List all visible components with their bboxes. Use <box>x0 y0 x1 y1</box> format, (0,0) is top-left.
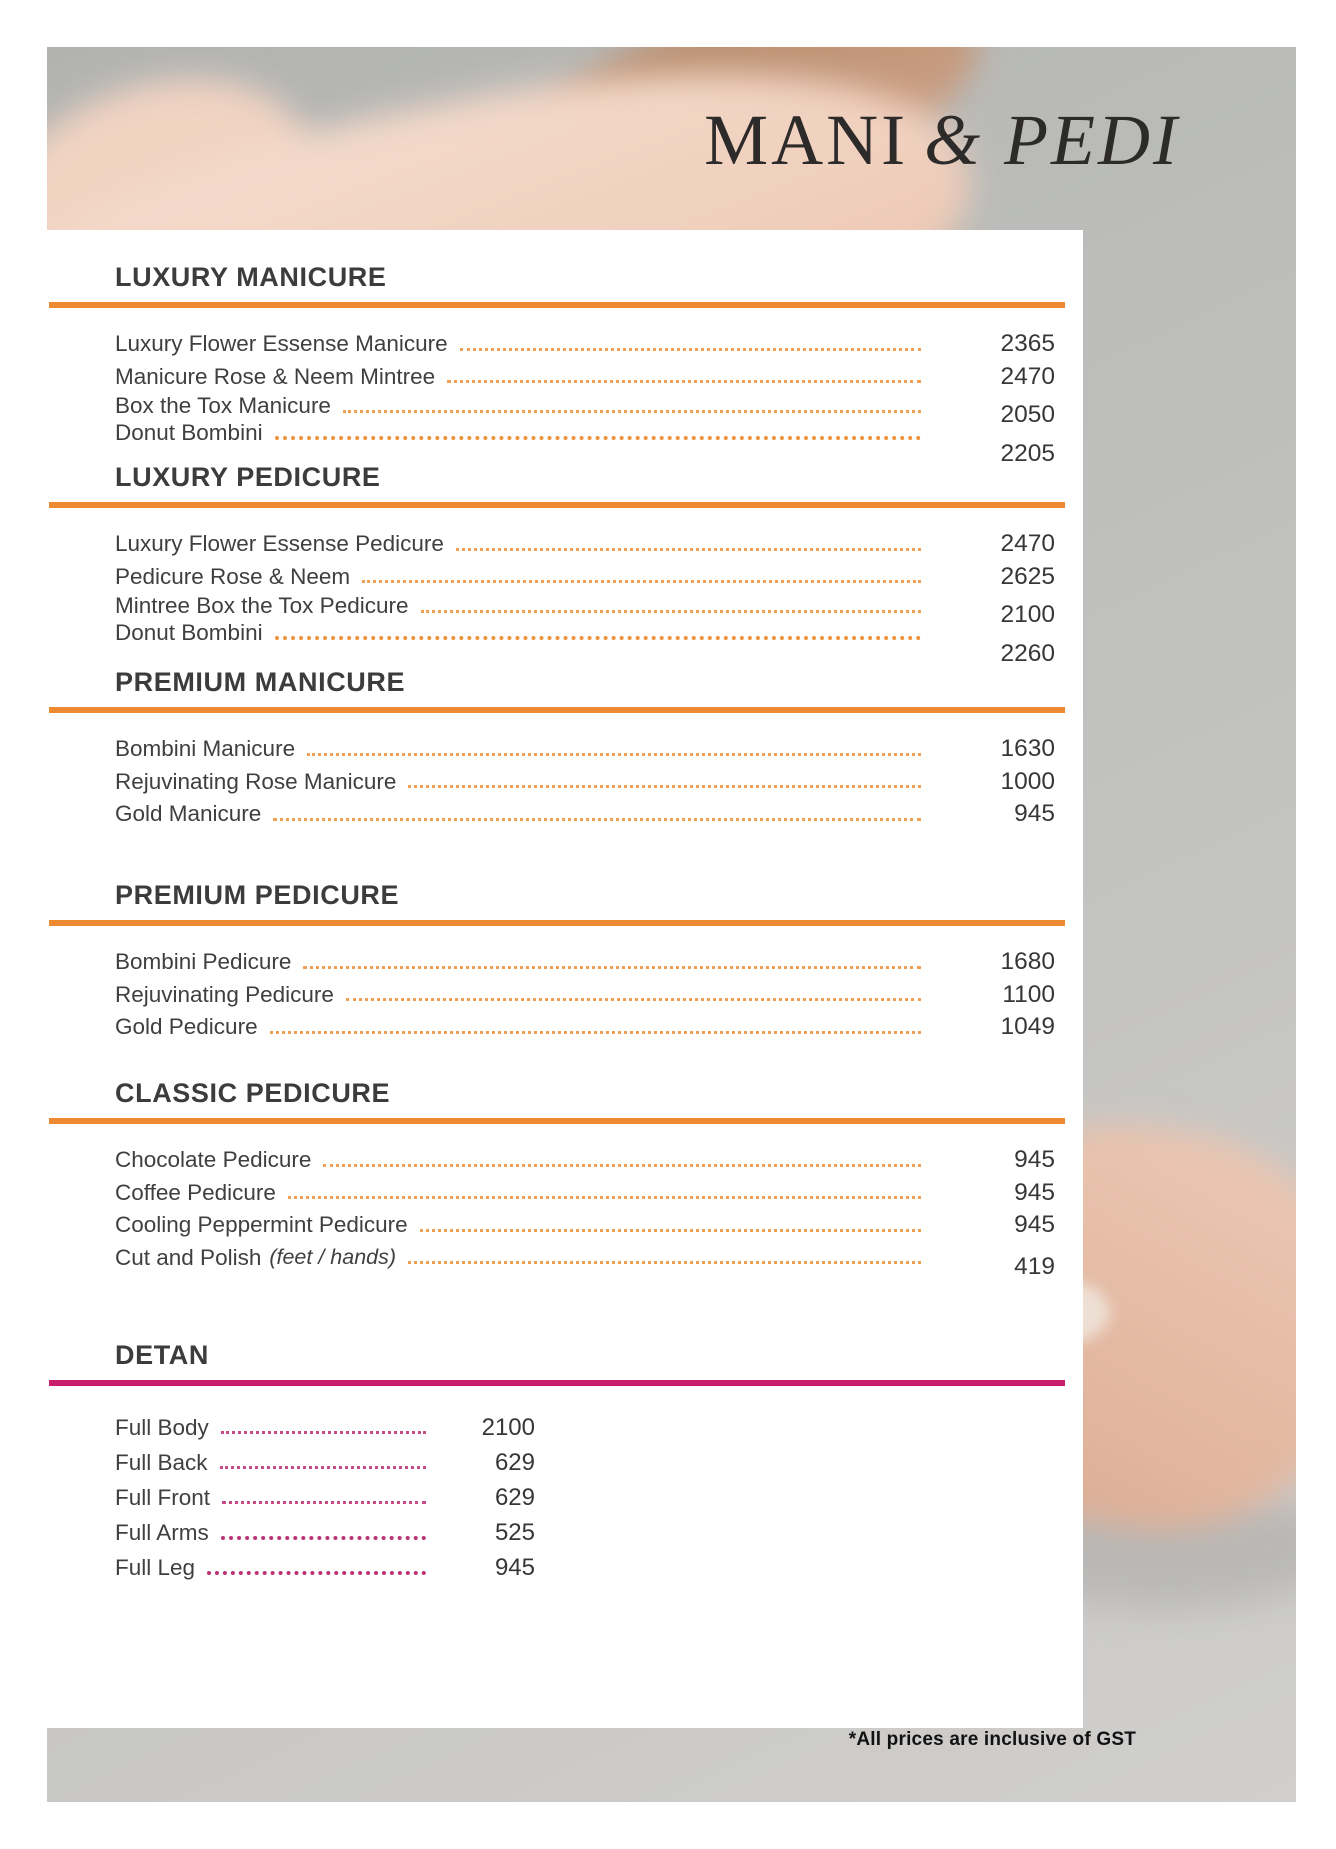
item-price: 945 <box>1014 800 1055 828</box>
dotted-leader <box>275 436 921 440</box>
item-name: Luxury Flower Essense Manicure <box>115 331 448 357</box>
item-price: 2625 <box>1000 562 1055 590</box>
item-name: Bombini Manicure <box>115 736 296 762</box>
item-price: 945 <box>1014 1178 1055 1206</box>
item-price: 629 <box>494 1483 535 1511</box>
section-luxury-manicure <box>47 262 1083 467</box>
dotted-leader <box>362 580 921 583</box>
item-name: Full Leg <box>115 1554 196 1580</box>
menu-item-row <box>115 361 1055 394</box>
dotted-leader <box>303 966 921 969</box>
page-title <box>704 100 1180 180</box>
dotted-leader <box>273 818 921 821</box>
item-name: Full Arms <box>115 1519 209 1545</box>
menu-item-row <box>115 561 1055 594</box>
section-rows <box>47 508 1083 667</box>
section-heading: LUXURY PEDICURE <box>115 462 381 492</box>
item-name: Manicure Rose & Neem Mintree <box>115 363 436 389</box>
item-price: 2365 <box>1000 330 1055 358</box>
item-name: Rejuvinating Pedicure <box>115 981 334 1007</box>
item-name: Cooling Peppermint Pedicure <box>115 1212 408 1238</box>
item-name: Rejuvinating Rose Manicure <box>115 768 397 794</box>
item-price: 2050 <box>1000 401 1055 429</box>
dotted-leader <box>343 410 921 413</box>
item-name: Gold Pedicure <box>115 1014 258 1040</box>
section-luxury-pedicure <box>47 462 1083 667</box>
menu-item-row <box>115 528 1055 561</box>
item-note: (feet / hands) <box>269 1245 397 1270</box>
item-price: 1100 <box>1002 980 1055 1008</box>
item-price: 2100 <box>481 1413 535 1441</box>
item-name: Full Back <box>115 1449 208 1475</box>
menu-item-row <box>115 328 1055 361</box>
item-price: 2260 <box>1000 639 1055 667</box>
item-name: Donut Bombini <box>115 419 263 445</box>
menu-item-row <box>115 798 1055 831</box>
dotted-leader <box>346 998 921 1001</box>
dotted-leader <box>207 1571 426 1575</box>
section-heading: DETAN <box>115 1340 209 1370</box>
dotted-leader <box>456 548 921 551</box>
item-price: 2470 <box>1000 362 1055 390</box>
dotted-leader <box>288 1196 921 1199</box>
section-detan <box>47 1340 1083 1585</box>
item-name: Full Front <box>115 1484 211 1510</box>
dotted-leader <box>408 1261 921 1264</box>
dotted-leader <box>408 785 921 788</box>
item-name: Bombini Pedicure <box>115 949 292 975</box>
menu-item-row <box>115 946 1055 979</box>
menu-item-row <box>115 419 1055 467</box>
item-price: 419 <box>1014 1252 1055 1280</box>
menu-item-row <box>115 593 1055 629</box>
section-classic-pedicure <box>47 1078 1083 1280</box>
section-rows <box>47 926 1083 1044</box>
section-rows <box>47 1124 1083 1280</box>
item-name: Mintree Box the Tox Pedicure <box>115 593 409 619</box>
item-price: 945 <box>1014 1211 1055 1239</box>
item-price: 945 <box>1014 1146 1055 1174</box>
item-name: Coffee Pedicure <box>115 1179 276 1205</box>
item-name: Gold Manicure <box>115 801 262 827</box>
dotted-leader <box>447 380 921 383</box>
item-price: 1630 <box>1000 735 1055 763</box>
dotted-leader <box>220 1466 426 1469</box>
section-rows <box>47 1386 535 1585</box>
menu-panel <box>47 230 1083 1728</box>
item-price: 2470 <box>1000 530 1055 558</box>
section-heading: CLASSIC PEDICURE <box>115 1078 391 1108</box>
item-name: Donut Bombini <box>115 619 263 645</box>
section-premium-pedicure <box>47 880 1083 1044</box>
section-rows <box>47 308 1083 467</box>
menu-item-row <box>115 1515 535 1550</box>
item-price: 2100 <box>1000 601 1055 629</box>
menu-item-row <box>115 979 1055 1012</box>
section-rows <box>47 713 1083 831</box>
section-heading: PREMIUM PEDICURE <box>115 880 400 910</box>
item-name: Pedicure Rose & Neem <box>115 563 351 589</box>
menu-item-row <box>115 733 1055 766</box>
dotted-leader <box>323 1164 921 1167</box>
item-name: Cut and Polish <box>115 1244 262 1270</box>
item-name: Full Body <box>115 1414 209 1440</box>
item-price: 1000 <box>1000 767 1055 795</box>
menu-item-row <box>115 1550 535 1585</box>
item-price: 2205 <box>1000 439 1055 467</box>
dotted-leader <box>222 1501 426 1504</box>
dotted-leader <box>221 1536 426 1540</box>
menu-item-row <box>115 1209 1055 1242</box>
dotted-leader <box>460 348 921 351</box>
menu-item-row <box>115 619 1055 667</box>
section-premium-manicure <box>47 667 1083 831</box>
item-price: 525 <box>494 1518 535 1546</box>
menu-item-row <box>115 1177 1055 1210</box>
dotted-leader <box>307 753 921 756</box>
dotted-leader <box>270 1031 921 1034</box>
item-price: 1680 <box>1000 948 1055 976</box>
item-price: 629 <box>494 1448 535 1476</box>
menu-item-row <box>115 393 1055 429</box>
item-price: 945 <box>494 1553 535 1581</box>
menu-item-row <box>115 1480 535 1515</box>
item-name: Luxury Flower Essense Pedicure <box>115 531 444 557</box>
menu-item-row <box>115 1242 1055 1280</box>
dotted-leader <box>221 1431 426 1434</box>
gst-footnote: *All prices are inclusive of GST <box>848 1729 1136 1750</box>
section-heading: PREMIUM MANICURE <box>115 667 406 697</box>
menu-item-row <box>115 1011 1055 1044</box>
title-amp-pedi: & PEDI <box>924 100 1180 180</box>
dotted-leader <box>420 1229 921 1232</box>
menu-item-row <box>115 1144 1055 1177</box>
dotted-leader <box>421 610 922 613</box>
item-price: 1049 <box>1000 1013 1055 1041</box>
menu-item-row <box>115 1445 535 1480</box>
item-name: Box the Tox Manicure <box>115 393 331 419</box>
menu-item-row <box>115 766 1055 799</box>
title-mani: MANI <box>704 100 909 180</box>
dotted-leader <box>275 636 921 640</box>
section-heading: LUXURY MANICURE <box>115 262 387 292</box>
item-name: Chocolate Pedicure <box>115 1147 312 1173</box>
menu-item-row <box>115 1410 535 1445</box>
